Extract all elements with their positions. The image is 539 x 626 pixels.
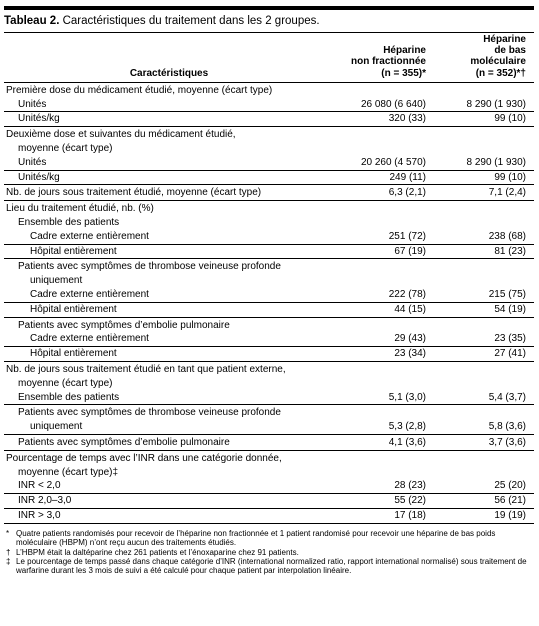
row-label: moyenne (écart type) — [18, 143, 113, 154]
table-row — [4, 127, 534, 142]
cell-value: 99 (10) — [434, 170, 534, 185]
row-label: Pourcentage de temps avec l’INR dans une catégorie donnée, — [6, 452, 282, 464]
row-label: moyenne (écart type)‡ — [18, 466, 119, 478]
table-number: Tableau 2. — [4, 15, 60, 27]
row-label: Ensemble des patients — [4, 391, 334, 405]
footnote — [6, 557, 532, 576]
footnote-text: L’HBPM était la daltéparine chez 261 patients et l’énoxaparine chez 91 patients. — [16, 547, 299, 557]
header-col2-line2: non fractionnée — [350, 56, 426, 68]
cell-value: 249 (11) — [334, 170, 434, 185]
row-label: Patients avec symptômes de thrombose veineuse profonde — [18, 261, 281, 273]
row-label: INR 2,0–3,0 — [4, 494, 334, 509]
row-label: Première dose du médicament étudié, moyenne (écart type) — [6, 84, 273, 96]
cell-value: 56 (21) — [434, 494, 534, 509]
cell-value: 27 (41) — [434, 347, 534, 362]
row-label: uniquement — [30, 275, 83, 287]
row-label: INR < 2,0 — [4, 479, 334, 493]
footnote — [6, 529, 532, 548]
table-row — [4, 170, 534, 185]
table-row — [4, 405, 534, 420]
table-row — [4, 288, 534, 302]
top-rule — [4, 6, 534, 10]
cell-value: 19 (19) — [494, 509, 526, 521]
header-characteristics: Caractéristiques — [129, 67, 209, 79]
cell-value: 17 (18) — [394, 509, 426, 521]
table-row — [4, 82, 534, 97]
table-row — [4, 508, 534, 522]
footnote-text: Le pourcentage de temps passé dans chaque catégorie d’INR (international normalized ratio, rapport international normalisé) sous traitement de warfarine durant les 3 mois de suivi a été calculé pour chaque patient par interpolation linéaire. — [16, 556, 527, 576]
treatment-table — [4, 32, 534, 524]
table-row — [4, 185, 534, 201]
table-row — [4, 156, 534, 170]
table-row — [4, 479, 534, 493]
table-row — [4, 274, 534, 288]
cell-value: 25 (20) — [434, 479, 534, 493]
cell-value: 44 (15) — [334, 302, 434, 317]
header-col3-line2: de bas — [494, 45, 526, 57]
cell-value: 3,7 (3,6) — [434, 434, 534, 450]
table-row — [4, 201, 534, 216]
row-label: Cadre externe entièrement — [4, 288, 334, 302]
table-row — [4, 98, 534, 112]
table-row — [4, 466, 534, 480]
row-label: Hôpital entièrement — [4, 244, 334, 259]
cell-value: 67 (19) — [334, 244, 434, 259]
header-col2-line3: (n = 355)* — [381, 67, 426, 79]
footnote-text: Quatre patients randomisés pour recevoir de l’héparine non fractionnée et 1 patient randomisé pour recevoir une héparine de bas poids moléculaire (HBPM) n’ont reçu aucun des traitements étudiés. — [16, 528, 496, 548]
cell-value: 8 290 (1 930) — [434, 156, 534, 170]
row-label: Patients avec symptômes d’embolie pulmonaire — [4, 434, 334, 450]
table-row — [4, 434, 534, 450]
row-label: moyenne (écart type) — [18, 377, 113, 389]
table-header-row — [4, 33, 534, 82]
cell-value: 320 (33) — [334, 112, 434, 127]
table-row — [4, 259, 534, 274]
table-row — [4, 391, 534, 405]
table-row — [4, 244, 534, 259]
cell-value: 26 080 (6 640) — [334, 98, 434, 112]
cell-value: 222 (78) — [334, 288, 434, 302]
table-title — [4, 14, 534, 29]
table-row — [4, 377, 534, 391]
row-label: Lieu du traitement étudié, nb. (%) — [6, 203, 154, 215]
row-label: Hôpital entièrement — [4, 347, 334, 362]
header-lmw-heparin — [434, 33, 534, 82]
header-col3-line1: Héparine — [483, 34, 526, 45]
table-row — [4, 302, 534, 317]
table-row — [4, 317, 534, 332]
header-col2-line1: Héparine — [383, 45, 426, 57]
row-label: Patients avec symptômes d’embolie pulmonaire — [18, 319, 230, 331]
row-label: Hôpital entièrement — [4, 302, 334, 317]
table-row — [4, 332, 534, 346]
cell-value: 29 (43) — [334, 332, 434, 346]
row-label: Ensemble des patients — [18, 216, 120, 228]
table-row — [4, 216, 534, 230]
row-label: Nb. de jours sous traitement étudié en tant que patient externe, — [6, 363, 286, 375]
cell-value: 23 (35) — [434, 332, 534, 346]
cell-value: 251 (72) — [334, 230, 434, 244]
row-label: Unités/kg — [4, 170, 334, 185]
row-label: uniquement — [4, 420, 334, 434]
cell-value: 5,4 (3,7) — [434, 391, 534, 405]
row-label: Deuxième dose et suivantes du médicament étudié, — [6, 129, 236, 141]
row-label: Cadre externe entièrement — [4, 230, 334, 244]
row-label: Unités — [4, 98, 334, 112]
cell-value: 81 (23) — [434, 244, 534, 259]
cell-value: 5,8 (3,6) — [434, 420, 534, 434]
table-row — [4, 112, 534, 127]
cell-value: 5,3 (2,8) — [334, 420, 434, 434]
cell-value: 28 (23) — [334, 479, 434, 493]
footnote-marker: ‡ — [6, 556, 11, 566]
header-col3-line3: moléculaire — [470, 56, 526, 68]
table-row — [4, 142, 534, 156]
table-row — [4, 420, 534, 434]
table-row — [4, 361, 534, 376]
table-row — [4, 494, 534, 509]
cell-value: 8 290 (1 930) — [434, 98, 534, 112]
table-row — [4, 450, 534, 465]
footnote-marker: * — [6, 528, 10, 538]
cell-value: 238 (68) — [434, 230, 534, 244]
cell-value: 7,1 (2,4) — [434, 185, 534, 201]
cell-value: 5,1 (3,0) — [334, 391, 434, 405]
cell-value: 23 (34) — [334, 347, 434, 362]
header-col3-line4: (n = 352)*† — [475, 67, 526, 79]
table-caption: Caractéristiques du traitement dans les 2 groupes. — [59, 15, 320, 27]
cell-value: 215 (75) — [434, 288, 534, 302]
cell-value: 54 (19) — [434, 302, 534, 317]
row-label: Nb. de jours sous traitement étudié, moyenne (écart type) — [4, 185, 334, 201]
header-unfractionated-heparin — [334, 33, 434, 82]
cell-value: 20 260 (4 570) — [334, 156, 434, 170]
cell-value: 6,3 (2,1) — [334, 185, 434, 201]
cell-value: 99 (10) — [434, 112, 534, 127]
table-row — [4, 347, 534, 362]
cell-value: 55 (22) — [334, 494, 434, 509]
cell-value: 4,1 (3,6) — [334, 434, 434, 450]
row-label: Unités/kg — [4, 112, 334, 127]
footnote — [6, 548, 532, 557]
footnotes — [4, 524, 534, 576]
table-row — [4, 230, 534, 244]
footnote-marker: † — [6, 547, 11, 557]
row-label: Cadre externe entièrement — [4, 332, 334, 346]
row-label: Unités — [4, 156, 334, 170]
row-label: Patients avec symptômes de thrombose veineuse profonde — [18, 407, 281, 419]
row-label: INR > 3,0 — [18, 509, 61, 521]
